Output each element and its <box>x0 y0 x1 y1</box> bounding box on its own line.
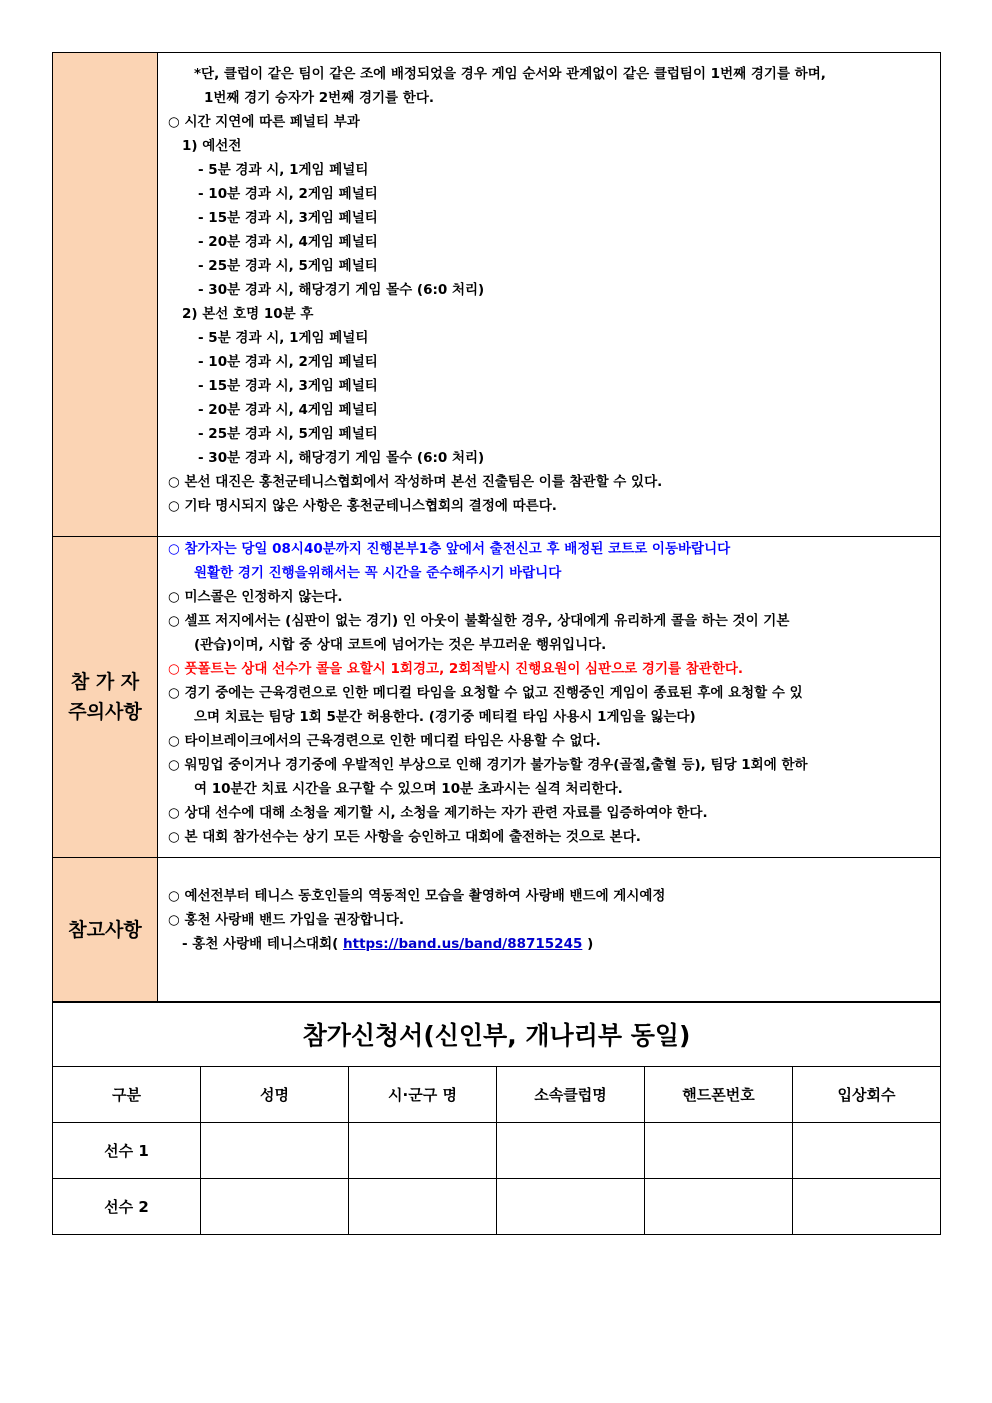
notice-line-footfault: ○ 풋폴트는 상대 선수가 콜을 요할시 1회경고, 2회적발시 진행요원이 심판으로 경기를 참관한다. <box>168 661 744 677</box>
participant-notice-label <box>53 537 158 858</box>
band-link[interactable]: https://band.us/band/88715245 <box>343 936 583 952</box>
rule-line: - 15분 경과 시, 3게임 페널티 <box>198 378 378 394</box>
notice-line: ○ 워밍업 중이거나 경기중에 우발적인 부상으로 인해 경기가 불가능할 경우(골절,출혈 등), 팀당 1회에 한하 <box>168 757 808 773</box>
notice-line: ○ 타이브레이크에서의 근육경련으로 인한 메디컬 타임은 사용할 수 없다. <box>168 733 601 749</box>
reference-line: ○ 예선전부터 테니스 동호인들의 역동적인 모습을 촬영하여 사랑배 밴드에 게시예정 <box>168 888 666 904</box>
notice-line-time: 원활한 경기 진행을위해서는 꼭 시간을 준수해주시기 바랍니다 <box>194 565 562 581</box>
rules-row-participant <box>53 537 941 858</box>
band-line <box>168 932 932 956</box>
player-2-region-field[interactable] <box>349 1179 497 1235</box>
form-title: 참가신청서(신인부, 개나리부 동일) <box>53 1002 941 1067</box>
header-club: 소속클럽명 <box>497 1067 645 1123</box>
application-form-table <box>52 1001 941 1235</box>
player-2-name-field[interactable] <box>201 1179 349 1235</box>
band-prefix: - 홍천 사랑배 테니스대회( <box>182 936 339 952</box>
notice-line: ○ 미스콜은 인정하지 않는다. <box>168 589 343 605</box>
notice-line: ○ 본 대회 참가선수는 상기 모든 사항을 승인하고 대회에 출전하는 것으로 본다. <box>168 829 641 845</box>
notice-line: ○ 경기 중에는 근육경련으로 인한 메디컬 타임을 요청할 수 없고 진행중인 게임이 종료된 후에 요청할 수 있 <box>168 685 803 701</box>
notice-line: 으며 치료는 팀당 1회 5분간 허용한다. (경기중 메티컬 타임 사용시 1게임을 잃는다) <box>194 709 696 725</box>
player-2-awards-field[interactable] <box>793 1179 941 1235</box>
participant-label-line1: 참 가 자 <box>70 671 140 693</box>
player-1-name-field[interactable] <box>201 1123 349 1179</box>
header-category: 구분 <box>53 1067 201 1123</box>
rule-line: - 20분 경과 시, 4게임 페널티 <box>198 234 378 250</box>
rule-line: ○ 본선 대진은 홍천군테니스협회에서 작성하며 본선 진출팀은 이를 참관할 수 있다. <box>168 474 663 490</box>
player-1-label: 선수 1 <box>53 1123 201 1179</box>
reference-content <box>158 858 941 1003</box>
rule-line: - 25분 경과 시, 5게임 페널티 <box>198 258 378 274</box>
rule-line: ○ 기타 명시되지 않은 사항은 홍천군테니스협회의 결정에 따른다. <box>168 498 557 514</box>
rule-line: - 30분 경과 시, 해당경기 게임 몰수 (6:0 처리) <box>198 450 485 466</box>
rule-line: - 10분 경과 시, 2게임 페널티 <box>198 186 378 202</box>
rules-table <box>52 52 941 1003</box>
player-1-phone-field[interactable] <box>645 1123 793 1179</box>
participant-label-line2: 주의사항 <box>68 701 142 723</box>
participant-rules-content <box>158 537 941 858</box>
rule-line: - 15분 경과 시, 3게임 페널티 <box>198 210 378 226</box>
player-1-region-field[interactable] <box>349 1123 497 1179</box>
rule-line: 1번째 경기 승자가 2번째 경기를 한다. <box>204 90 434 106</box>
header-name: 성명 <box>201 1067 349 1123</box>
reference-label: 참고사항 <box>53 858 158 1003</box>
rule-line: - 30분 경과 시, 해당경기 게임 몰수 (6:0 처리) <box>198 282 485 298</box>
reference-line: ○ 홍천 사랑배 밴드 가입을 권장합니다. <box>168 912 405 928</box>
rule-line: 1) 예선전 <box>182 138 242 154</box>
header-phone: 핸드폰번호 <box>645 1067 793 1123</box>
rules-row-label-empty <box>53 53 158 537</box>
table-row <box>53 1179 941 1235</box>
form-header-row <box>53 1067 941 1123</box>
player-1-awards-field[interactable] <box>793 1123 941 1179</box>
notice-line: 여 10분간 치료 시간을 요구할 수 있으며 10분 초과시는 실격 처리한다. <box>194 781 623 797</box>
rule-line: - 25분 경과 시, 5게임 페널티 <box>198 426 378 442</box>
notice-line: ○ 셀프 저지에서는 (심판이 없는 경기) 인 아웃이 불확실한 경우, 상대에게 유리하게 콜을 하는 것이 기본 <box>168 613 790 629</box>
rule-line: - 20분 경과 시, 4게임 페널티 <box>198 402 378 418</box>
rule-line: ○ 시간 지연에 따른 페널티 부과 <box>168 114 360 130</box>
player-2-label: 선수 2 <box>53 1179 201 1235</box>
rules-row-penalty <box>53 53 941 537</box>
band-suffix: ) <box>587 936 594 952</box>
rules-row-reference <box>53 858 941 1003</box>
notice-line: ○ 상대 선수에 대해 소청을 제기할 시, 소청을 제기하는 자가 관련 자료를 입증하여야 한다. <box>168 805 708 821</box>
rule-line: - 5분 경과 시, 1게임 페널티 <box>198 330 369 346</box>
rule-line: - 10분 경과 시, 2게임 페널티 <box>198 354 378 370</box>
notice-line-checkin: ○ 참가자는 당일 08시40분까지 진행본부1층 앞에서 출전신고 후 배정된 코트로 이동바랍니다 <box>168 541 731 557</box>
header-awards: 입상회수 <box>793 1067 941 1123</box>
rule-line: *단, 클럽이 같은 팀이 같은 조에 배정되었을 경우 게임 순서와 관계없이 같은 클럽팀이 1번째 경기를 하며, <box>194 66 826 82</box>
rule-line: 2) 본선 호명 10분 후 <box>182 306 314 322</box>
player-1-club-field[interactable] <box>497 1123 645 1179</box>
penalty-rules-content <box>158 53 941 537</box>
rule-line: - 5분 경과 시, 1게임 페널티 <box>198 162 369 178</box>
notice-line: (관습)이며, 시합 중 상대 코트에 넘어가는 것은 부끄러운 행위입니다. <box>194 637 607 653</box>
player-2-club-field[interactable] <box>497 1179 645 1235</box>
header-region: 시·군구 명 <box>349 1067 497 1123</box>
player-2-phone-field[interactable] <box>645 1179 793 1235</box>
table-row <box>53 1123 941 1179</box>
